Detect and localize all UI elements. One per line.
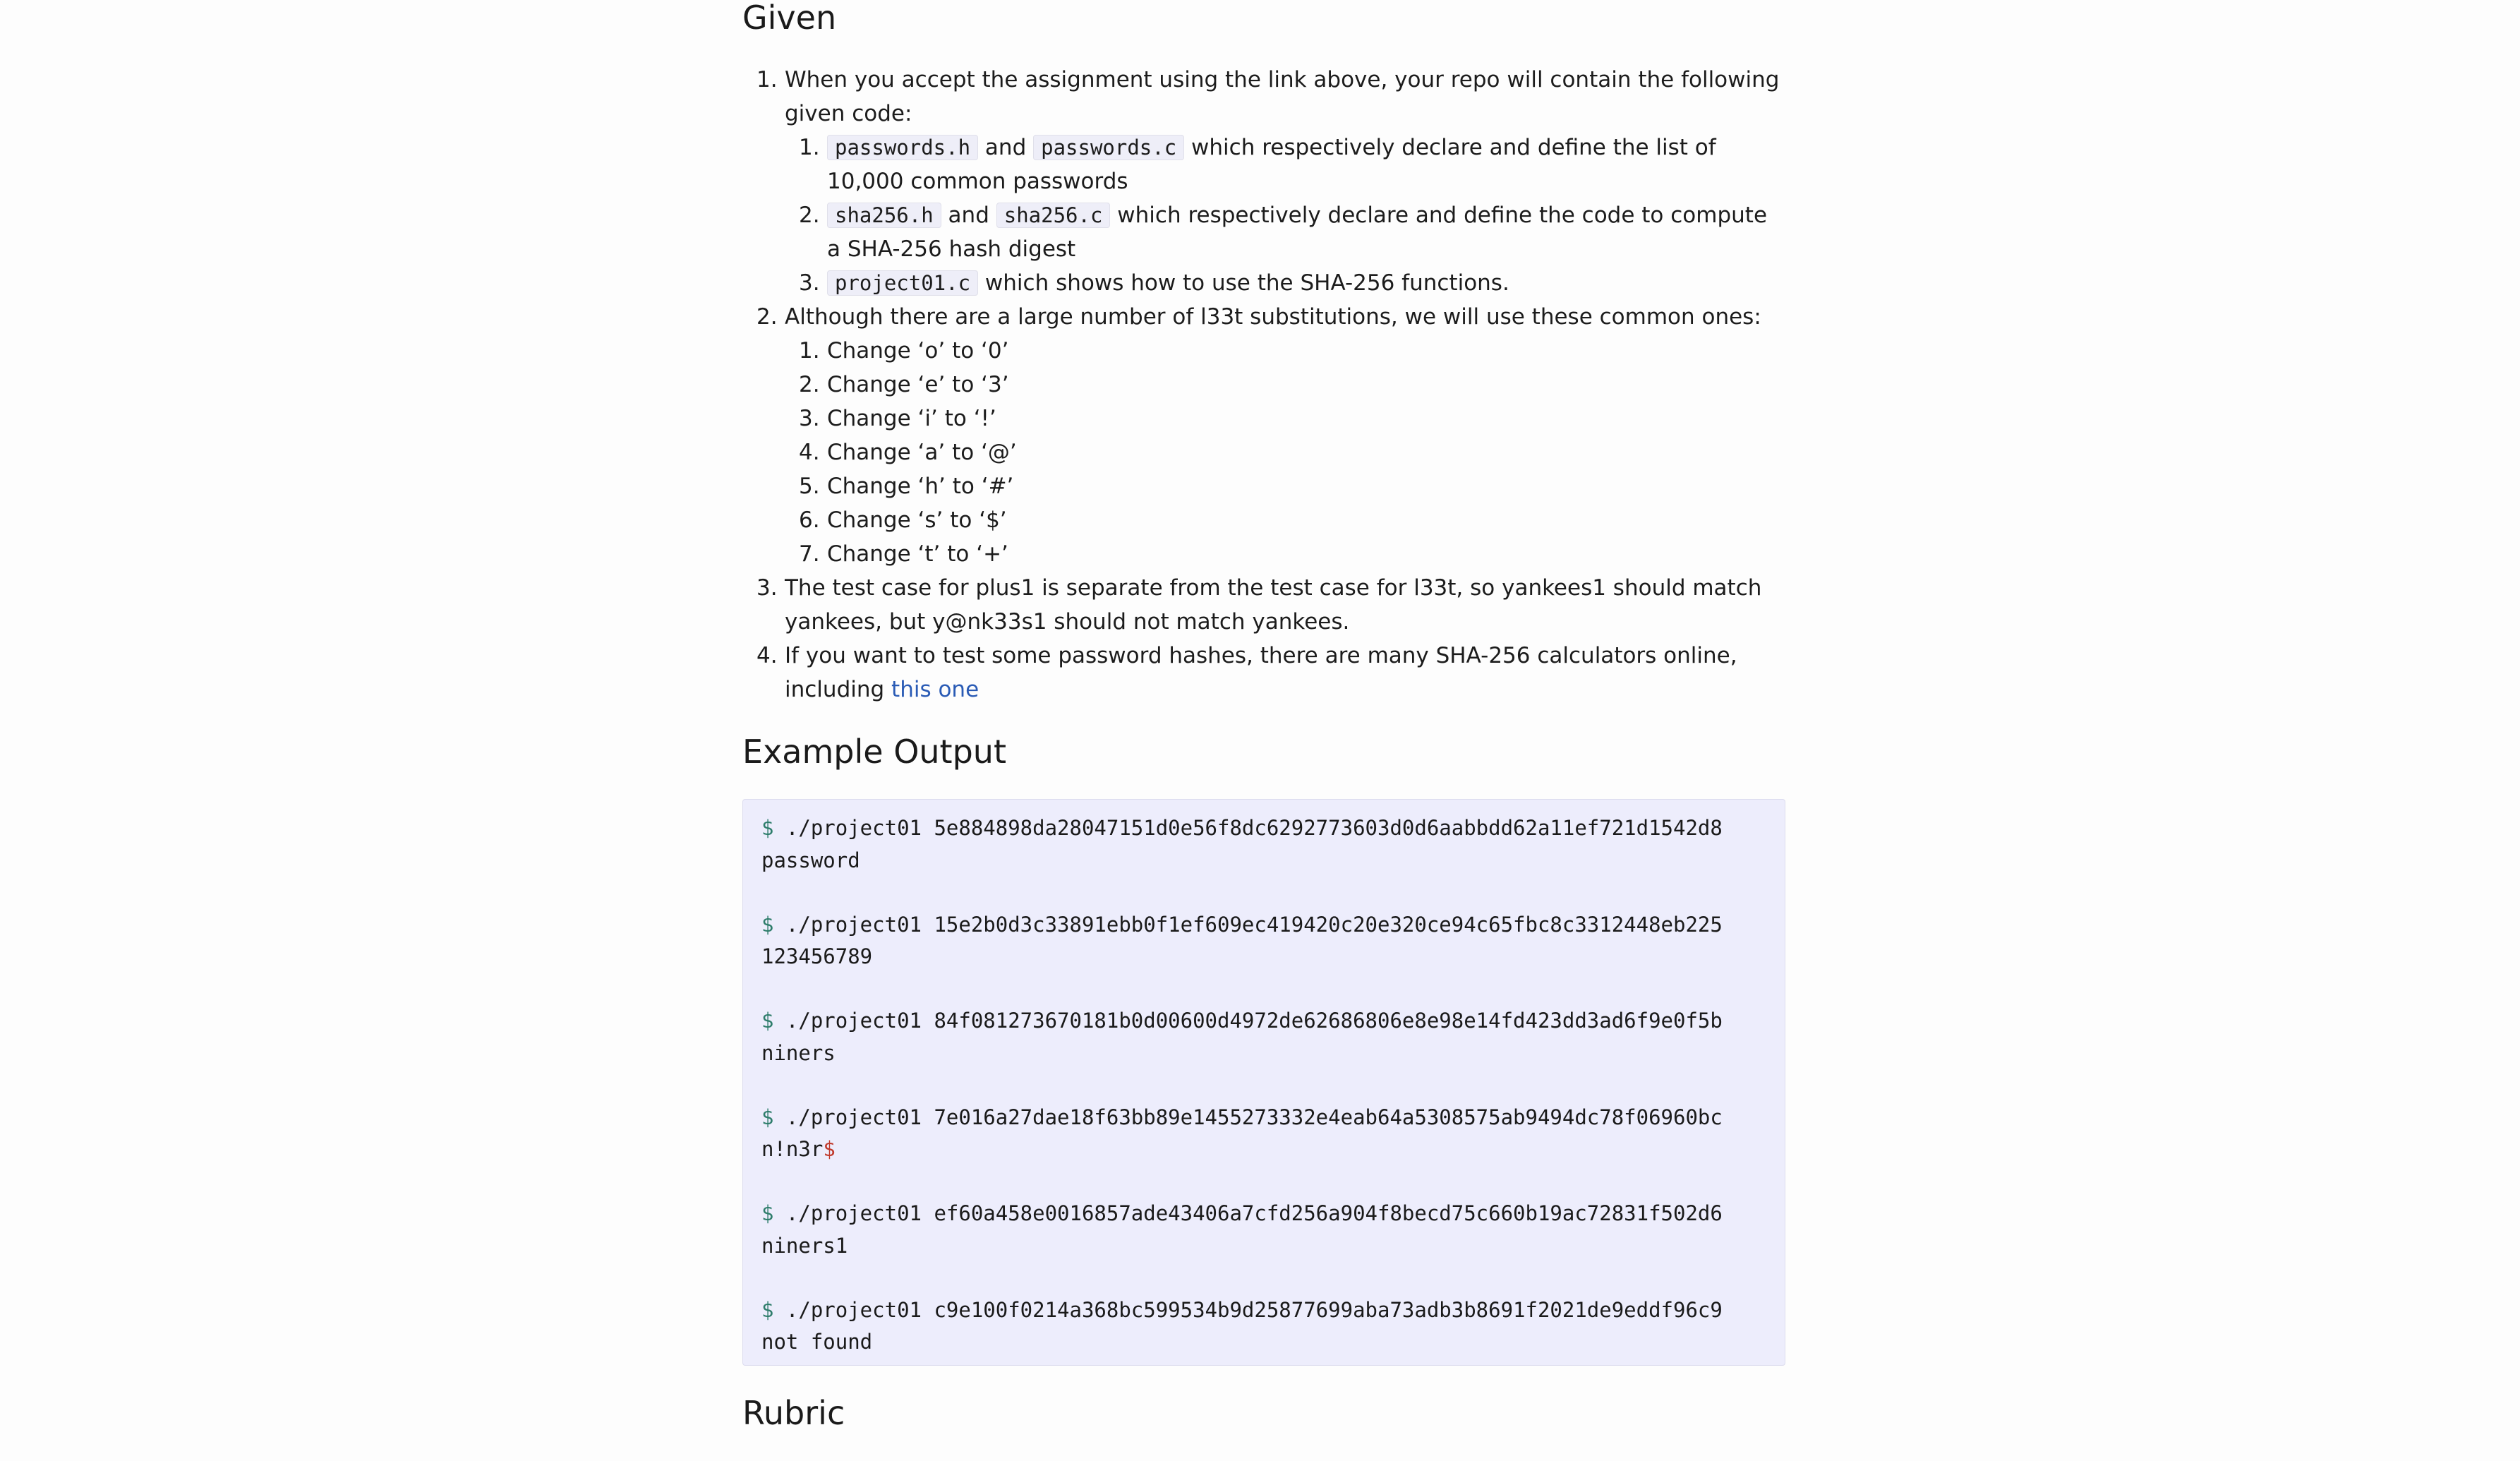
heading-given: Given bbox=[742, 0, 837, 37]
example-output-codeblock bbox=[742, 799, 1785, 1366]
list-number: 4. bbox=[799, 440, 820, 465]
command-text: ./project01 15e2b0d3c33891ebb0f1ef609ec419420c20e320ce94c65fbc8c3312448eb225 bbox=[773, 912, 1723, 937]
command-text: ./project01 84f081273670181b0d00600d4972de62686806e8e98e14fd423dd3ad6f9e0f5b bbox=[773, 1009, 1723, 1033]
substitution-list bbox=[742, 334, 1787, 571]
given-item-3 bbox=[742, 571, 1787, 639]
substitution-item bbox=[742, 402, 1787, 435]
given-item-1 bbox=[742, 63, 1787, 300]
substitution-item bbox=[742, 435, 1787, 469]
heading-example-output: Example Output bbox=[742, 733, 1006, 771]
prompt-symbol: $ bbox=[761, 1105, 774, 1129]
code-project01-c: project01.c bbox=[827, 270, 978, 296]
file-item-passwords bbox=[742, 131, 1787, 198]
list-number: 2. bbox=[756, 304, 778, 330]
given-item-4-text: If you want to test some password hashes, there are many SHA-256 calculators online, including bbox=[785, 643, 1737, 702]
output-line: not found bbox=[761, 1330, 873, 1354]
substitution-item bbox=[742, 537, 1787, 571]
substitution-text: Change ‘h’ to ‘#’ bbox=[827, 474, 1014, 499]
list-number: 4. bbox=[756, 643, 778, 668]
substitution-item bbox=[742, 503, 1787, 537]
list-number: 6. bbox=[799, 507, 820, 533]
list-number: 3. bbox=[799, 406, 820, 431]
file-item-sha256 bbox=[742, 198, 1787, 266]
list-number: 3. bbox=[799, 270, 820, 296]
list-number: 2. bbox=[799, 372, 820, 397]
code-line bbox=[761, 909, 1766, 942]
code-passwords-h: passwords.h bbox=[827, 135, 978, 160]
given-item-2-text: Although there are a large number of l33t substitutions, we will use these common ones: bbox=[785, 304, 1761, 330]
sha256-calculator-link[interactable]: this one bbox=[891, 677, 979, 702]
prompt-symbol: $ bbox=[761, 816, 774, 840]
file-item-project01 bbox=[742, 266, 1787, 300]
code-line bbox=[761, 812, 1766, 845]
file-description: which shows how to use the SHA-256 functions. bbox=[984, 270, 1509, 296]
substitution-text: Change ‘e’ to ‘3’ bbox=[827, 372, 1009, 397]
list-number: 7. bbox=[799, 541, 820, 567]
code-line bbox=[761, 1102, 1766, 1134]
highlighted-dollar: $ bbox=[823, 1137, 836, 1161]
substitution-text: Change ‘a’ to ‘@’ bbox=[827, 440, 1017, 465]
list-number: 2. bbox=[799, 203, 820, 228]
connector-and: and bbox=[948, 203, 989, 228]
command-text: ./project01 5e884898da28047151d0e56f8dc6292773603d0d6aabbdd62a11ef721d1542d8 bbox=[773, 816, 1723, 840]
substitution-text: Change ‘o’ to ‘0’ bbox=[827, 338, 1009, 363]
command-text: ./project01 7e016a27dae18f63bb89e1455273332e4eab64a5308575ab9494dc78f06960bc bbox=[773, 1105, 1723, 1129]
output-line: password bbox=[761, 848, 860, 872]
substitution-text: Change ‘i’ to ‘!’ bbox=[827, 406, 996, 431]
list-number: 1. bbox=[799, 135, 820, 160]
prompt-symbol: $ bbox=[761, 1297, 774, 1322]
file-description: which respectively declare and define the code to compute a SHA-256 hash digest bbox=[827, 203, 1768, 262]
list-number: 1. bbox=[756, 67, 778, 92]
output-line: 123456789 bbox=[761, 944, 873, 968]
connector-and: and bbox=[984, 135, 1027, 160]
list-number: 5. bbox=[799, 474, 820, 499]
substitution-item bbox=[742, 469, 1787, 503]
output-text: n!n3r bbox=[761, 1137, 824, 1161]
command-text: ./project01 c9e100f0214a368bc599534b9d25877699aba73adb3b8691f2021de9eddf96c9 bbox=[773, 1297, 1723, 1322]
code-line bbox=[761, 1294, 1766, 1327]
code-passwords-c: passwords.c bbox=[1033, 135, 1184, 160]
given-item-1-text: When you accept the assignment using the link above, your repo will contain the following given code: bbox=[785, 67, 1780, 126]
substitution-item bbox=[742, 334, 1787, 368]
output-line: niners1 bbox=[761, 1233, 848, 1258]
code-sha256-c: sha256.c bbox=[996, 203, 1111, 228]
given-item-3-text: The test case for plus1 is separate from the test case for l33t, so yankees1 should match yankees, but y@nk33s1 should not match yankees. bbox=[785, 575, 1762, 635]
substitution-text: Change ‘t’ to ‘+’ bbox=[827, 541, 1008, 567]
prompt-symbol: $ bbox=[761, 912, 774, 937]
command-text: ./project01 ef60a458e0016857ade43406a7cfd256a904f8becd75c660b19ac72831f502d6 bbox=[773, 1201, 1723, 1225]
code-sha256-h: sha256.h bbox=[827, 203, 941, 228]
given-list bbox=[742, 63, 1787, 707]
file-description: which respectively declare and define the list of 10,000 common passwords bbox=[827, 135, 1716, 194]
code-line bbox=[761, 1005, 1766, 1038]
list-number: 3. bbox=[756, 575, 778, 601]
given-files-list bbox=[742, 131, 1787, 300]
substitution-text: Change ‘s’ to ‘$’ bbox=[827, 507, 1007, 533]
output-line: niners bbox=[761, 1040, 836, 1065]
list-number: 1. bbox=[799, 338, 820, 363]
prompt-symbol: $ bbox=[761, 1201, 774, 1225]
heading-rubric: Rubric bbox=[742, 1394, 845, 1432]
code-line bbox=[761, 1198, 1766, 1230]
output-line bbox=[761, 1134, 1766, 1166]
prompt-symbol: $ bbox=[761, 1009, 774, 1033]
given-item-4 bbox=[742, 639, 1787, 707]
given-item-2 bbox=[742, 300, 1787, 571]
substitution-item bbox=[742, 368, 1787, 402]
